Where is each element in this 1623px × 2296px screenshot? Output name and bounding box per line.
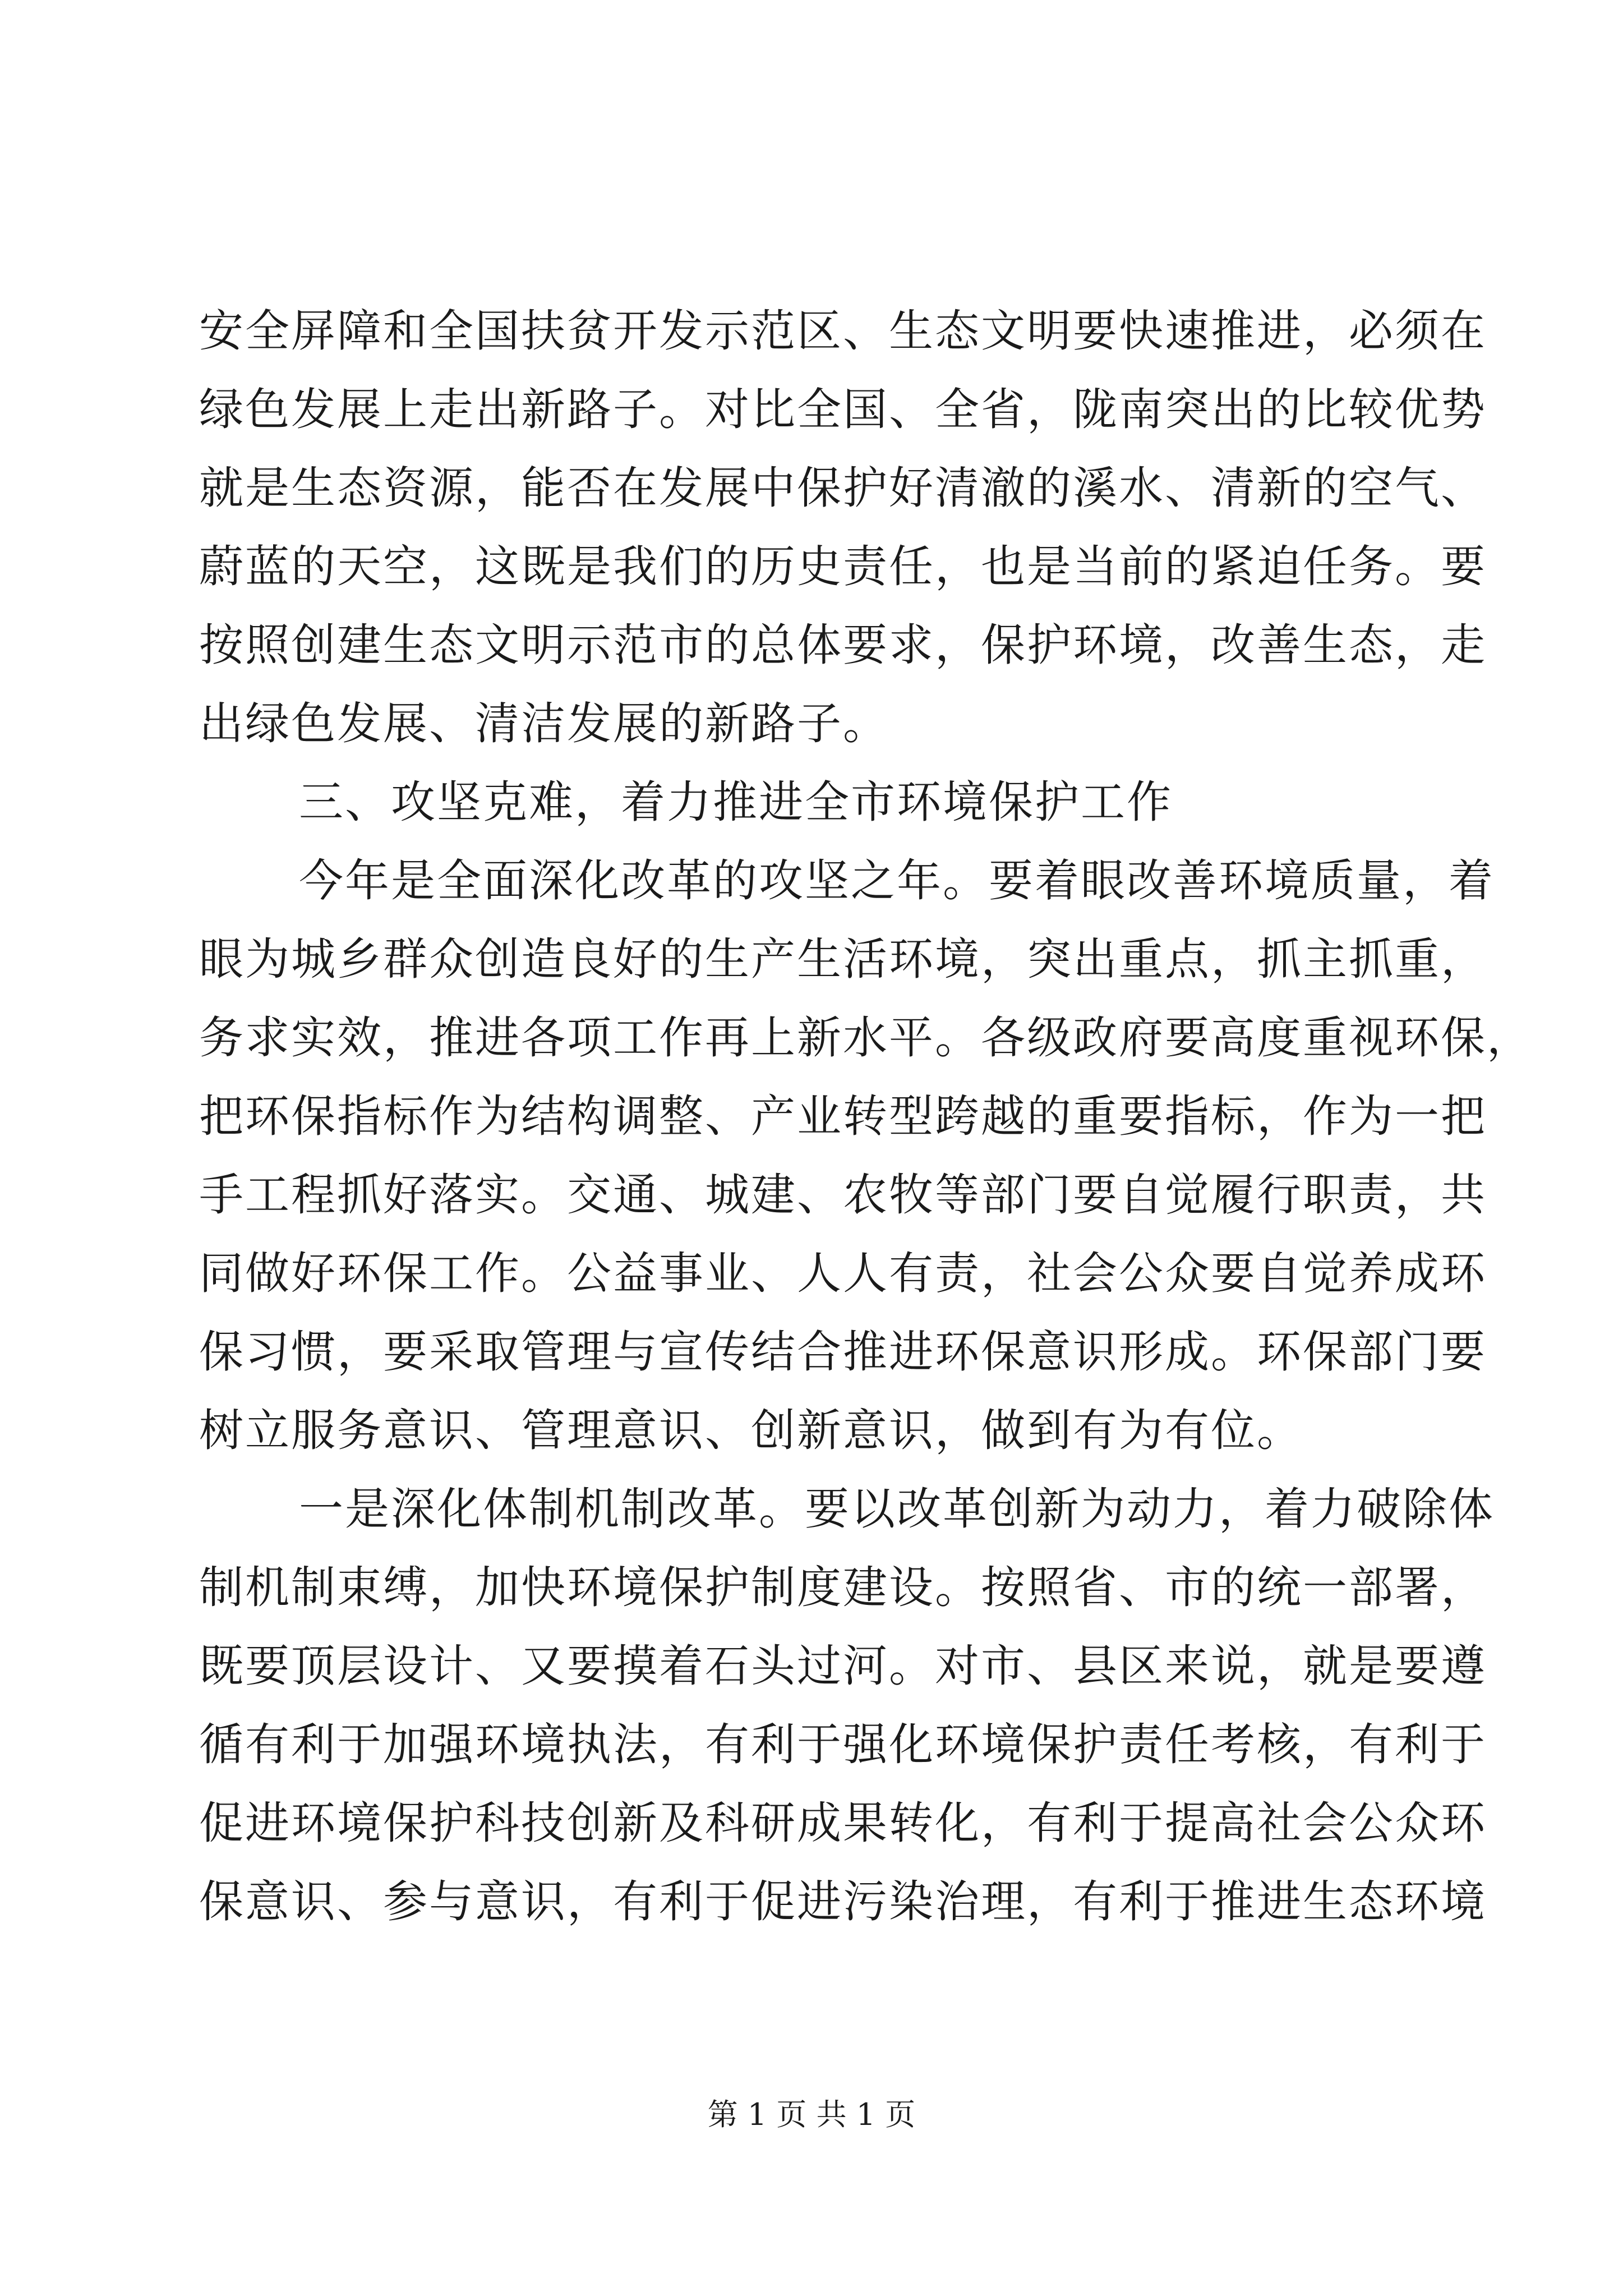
text-line: 制机制束缚，加快环境保护制度建设。按照省、市的统一部署， [199,1562,1487,1613]
page-number: 第 1 页 共 1 页 [707,2097,916,2132]
text-line: 蔚蓝的天空，这既是我们的历史责任，也是当前的紧迫任务。要 [199,541,1487,592]
page-footer [0,2092,1623,2137]
text-line: 把环保指标作为结构调整、产业转型跨越的重要指标，作为一把 [199,1091,1487,1142]
text-line: 树立服务意识、管理意识、创新意识，做到有为有位。 [199,1405,1303,1456]
text-line: 绿色发展上走出新路子。对比全国、全省，陇南突出的比较优势 [199,384,1487,435]
text-line: 保习惯，要采取管理与宣传结合推进环保意识形成。环保部门要 [199,1326,1487,1378]
text-line: 眼为城乡群众创造良好的生产生活环境，突出重点，抓主抓重， [199,933,1487,985]
text-line: 务求实效，推进各项工作再上新水平。各级政府要高度重视环保， [199,1012,1533,1064]
text-line: 出绿色发展、清洁发展的新路子。 [199,698,889,749]
text-line: 手工程抓好落实。交通、城建、农牧等部门要自觉履行职责，共 [199,1169,1487,1221]
text-line: 促进环境保护科技创新及科研成果转化，有利于提高社会公众环 [199,1797,1487,1849]
section-heading: 三、攻坚克难，着力推进全市环境保护工作 [299,776,1173,828]
text-line: 循有利于加强环境执法，有利于强化环境保护责任考核，有利于 [199,1719,1487,1770]
body-text [199,292,1533,1941]
text-line: 安全屏障和全国扶贫开发示范区、生态文明要快速推进，必须在 [199,305,1487,357]
text-line: 既要顶层设计、又要摸着石头过河。对市、县区来说，就是要遵 [199,1640,1487,1692]
text-line: 按照创建生态文明示范市的总体要求，保护环境，改善生态，走 [199,619,1487,671]
text-line: 就是生态资源，能否在发展中保护好清澈的溪水、清新的空气、 [199,462,1487,514]
text-line: 今年是全面深化改革的攻坚之年。要着眼改善环境质量，着 [299,855,1495,907]
text-line: 一是深化体制机制改革。要以改革创新为动力，着力破除体 [299,1483,1495,1535]
text-line: 保意识、参与意识，有利于促进污染治理，有利于推进生态环境 [199,1876,1487,1927]
text-line: 同做好环保工作。公益事业、人人有责，社会公众要自觉养成环 [199,1248,1487,1299]
